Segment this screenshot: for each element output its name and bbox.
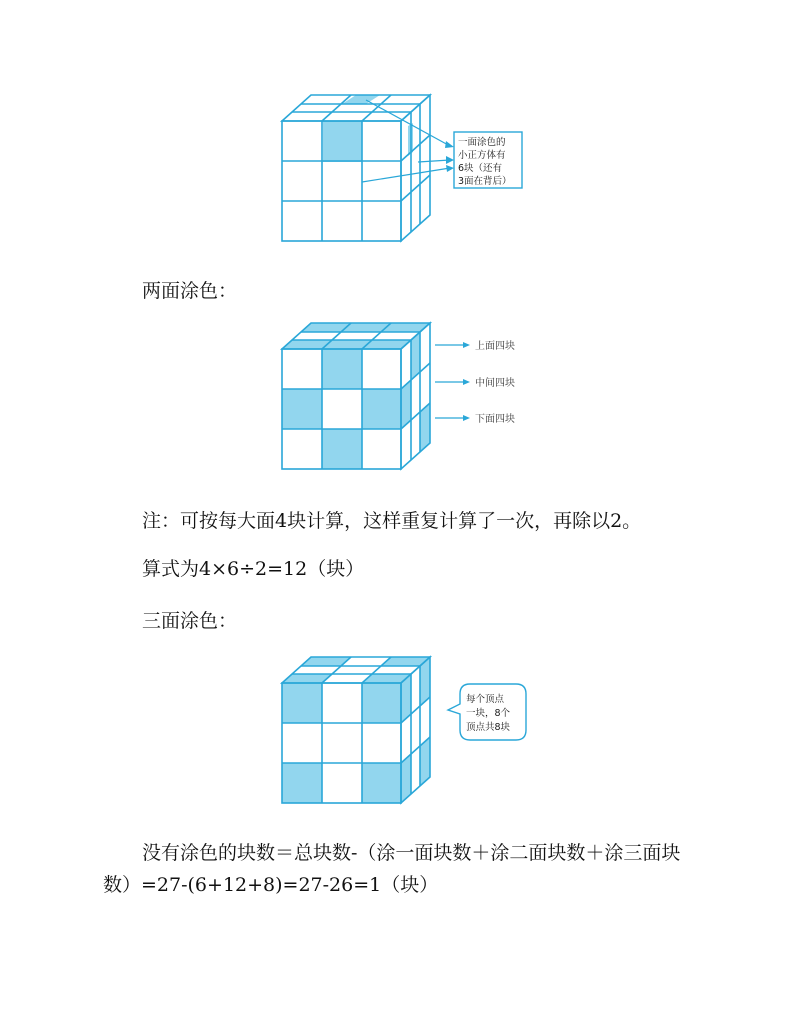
- cube-diagram-one-face: [270, 90, 540, 250]
- shaded-center-top: [342, 95, 380, 104]
- figure-two-faces-painted: [270, 318, 540, 478]
- conclusion-line-2: 数）=27-(6+12+8)=27-26=1（块）: [103, 874, 439, 896]
- bubble-line: 每个顶点: [466, 694, 505, 705]
- callout-line: 3面在背后）: [458, 176, 512, 187]
- callout-line: 6块（还有: [458, 163, 503, 174]
- row-label-top: 上面四块: [475, 341, 515, 352]
- figure-one-face-painted: [270, 90, 540, 250]
- callout-line: 一面涂色的: [458, 137, 506, 148]
- heading-three-faces: 三面涂色：: [142, 610, 238, 632]
- bubble-line: 顶点共8块: [466, 722, 511, 733]
- cube-diagram-three-faces: [270, 652, 540, 812]
- conclusion-line-1: 没有涂色的块数＝总块数-（涂一面块数＋涂二面块数＋涂三面块: [142, 842, 681, 864]
- row-label-middle: 中间四块: [475, 378, 515, 389]
- cube-diagram-two-faces: [270, 318, 540, 478]
- bubble-line: 一块，8个: [466, 708, 511, 719]
- note-text: 注：可按每大面4块计算，这样重复计算了一次，再除以2。: [142, 510, 642, 532]
- heading-two-faces: 两面涂色：: [142, 280, 238, 302]
- formula-text: 算式为4×6÷2=12（块）: [142, 558, 365, 580]
- figure-three-faces-painted: [270, 652, 540, 812]
- cube-right-face: [401, 95, 430, 241]
- callout-line: 小正方体有: [458, 150, 506, 161]
- shaded-center-front: [323, 121, 362, 162]
- row-label-bottom: 下面四块: [475, 414, 515, 425]
